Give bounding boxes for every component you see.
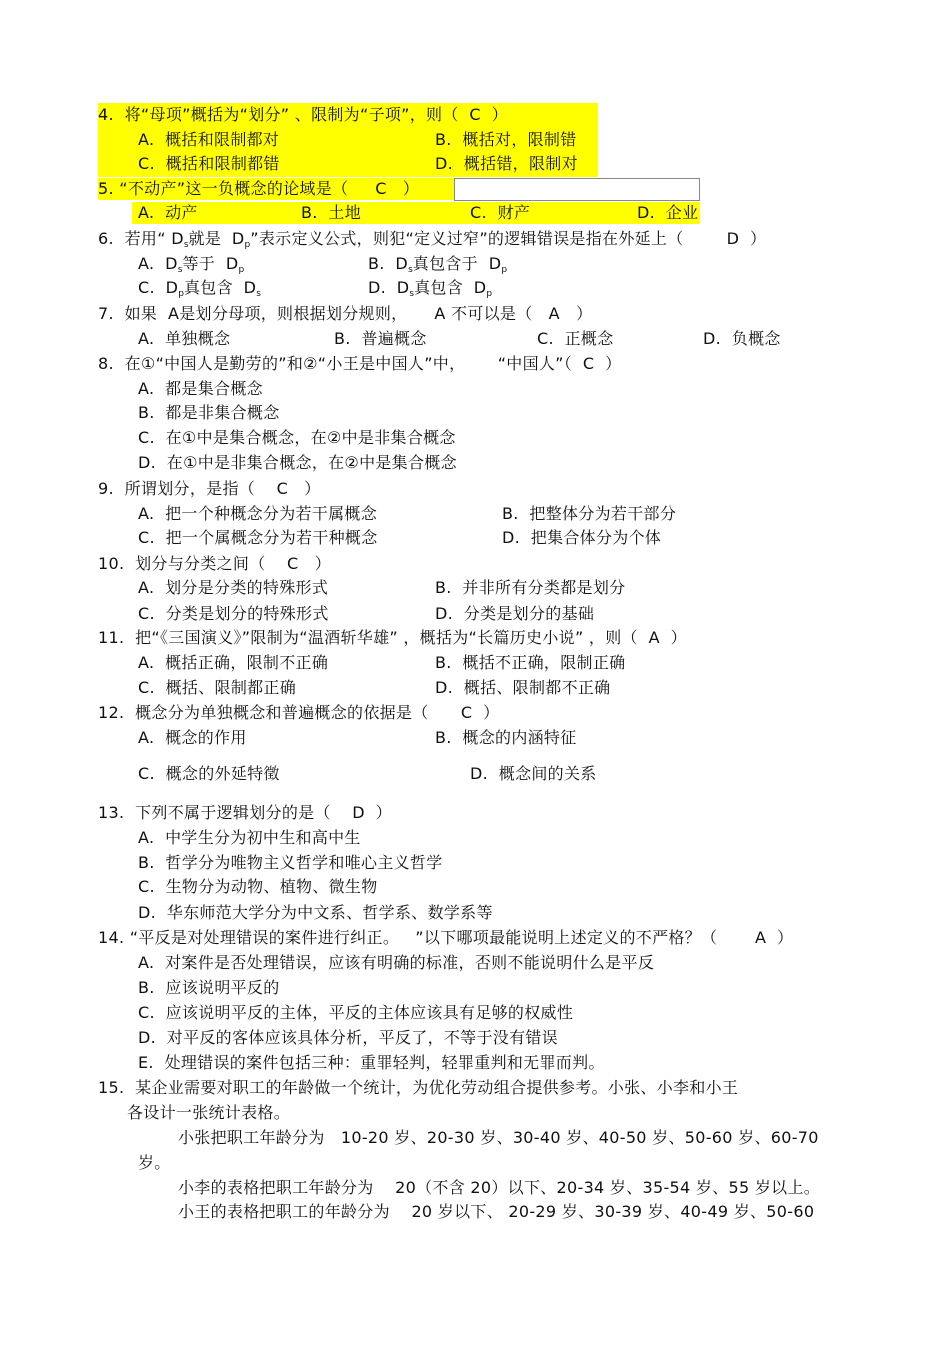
question-9-option-b: B. 把整体分为若干部分 (502, 504, 677, 523)
question-14-option-b: B. 应该说明平反的 (138, 978, 280, 997)
q6-stem-part2: 就是 D (188, 229, 245, 248)
q6d-sub1: s (409, 289, 415, 299)
question-15-li: 小李的表格把职工年龄分为 20（不含 20）以下、20-34 岁、35-54 岁、55 岁以上。 (178, 1178, 821, 1197)
q6-subscript-s: s (183, 240, 189, 250)
question-11-option-d: D. 概括、限制都不正确 (435, 678, 611, 697)
question-5-option-c: C. 财产 (470, 203, 531, 222)
q6c-sub2: s (256, 289, 261, 299)
q6-subscript-p: p (244, 240, 251, 250)
question-7-option-c: C. 正概念 (537, 329, 614, 348)
q6-stem-part1: 6. 若用“ D (98, 229, 184, 248)
question-9-option-a: A. 把一个种概念分为若干属概念 (138, 504, 378, 523)
q6b-sub1: s (408, 265, 413, 275)
question-6-stem (98, 229, 766, 249)
question-12-option-d: D. 概念间的关系 (470, 764, 597, 783)
q6c-sub1: p (178, 289, 184, 299)
q6d-sub2: p (486, 289, 493, 299)
question-8-option-b: B. 都是非集合概念 (138, 403, 280, 422)
q6a-part2: 等于 D (182, 254, 239, 273)
question-9-option-d: D. 把集合体分为个体 (502, 528, 662, 547)
question-5-option-d: D. 企业 (637, 203, 699, 222)
question-14-option-a: A. 对案件是否处理错误，应该有明确的标准，否则不能说明什么是平反 (138, 953, 655, 972)
question-12-option-b: B. 概念的内涵特征 (435, 728, 577, 747)
q6a-sub1: s (177, 265, 183, 275)
question-8-stem: 8. 在①“中国人是勤劳的”和②“小王是中国人”中， “中国人”（ C ） (98, 354, 622, 373)
question-13-stem: 13. 下列不属于逻辑划分的是（ D ） (98, 803, 392, 822)
question-8-option-a: A. 都是集合概念 (138, 379, 263, 398)
q6b-part1: B. D (368, 254, 409, 273)
question-6-option-a (138, 254, 244, 274)
question-13-option-c: C. 生物分为动物、植物、微生物 (138, 877, 378, 896)
question-11-option-a: A. 概括正确，限制不正确 (138, 653, 329, 672)
question-4-option-a: A. 概括和限制都对 (138, 130, 280, 149)
q6a-part1: A. D (138, 254, 178, 273)
question-9-option-c: C. 把一个属概念分为若干种概念 (138, 528, 378, 547)
question-10-option-d: D. 分类是划分的基础 (435, 604, 595, 623)
question-13-option-b: B. 哲学分为唯物主义哲学和唯心主义哲学 (138, 853, 443, 872)
question-15-zhang-line1: 小张把职工年龄分为 10-20 岁、20-30 岁、30-40 岁、40-50 岁、50-60 岁、60-70 (178, 1128, 819, 1147)
question-12-option-a: A. 概念的作用 (138, 728, 247, 747)
question-14-option-e: E. 处理错误的案件包括三种：重罪轻判，轻罪重判和无罪而判。 (138, 1053, 605, 1072)
question-15-zhang-line2: 岁。 (138, 1153, 171, 1172)
q6-stem-part3: ”表示定义公式，则犯“定义过窄”的逻辑错误是指在外延上（ D ） (250, 229, 767, 248)
q6b-part2: 真包含于 D (412, 254, 502, 273)
q6a-sub2: p (238, 265, 245, 275)
question-7-option-a: A. 单独概念 (138, 329, 231, 348)
question-14-option-c: C. 应该说明平反的主体，平反的主体应该具有足够的权威性 (138, 1003, 574, 1022)
question-15-wang: 小王的表格把职工的年龄分为 20 岁以下、 20-29 岁、30-39 岁、40-49 岁、50-60 (178, 1202, 815, 1221)
question-7-stem: 7. 如果 A是划分母项，则根据划分规则， A 不可以是（ A ） (98, 304, 593, 323)
q6b-sub2: p (501, 265, 508, 275)
question-4-stem: 4. 将“母项”概括为“划分” 、限制为“子项”，则（ C ） (98, 105, 508, 124)
question-9-stem: 9. 所谓划分，是指（ C ） (98, 479, 321, 498)
q6d-part2: 真包含 D (414, 278, 487, 297)
q6d-part1: D. D (368, 278, 410, 297)
question-5-stem: 5. “不动产”这一负概念的论域是（ C ） (98, 179, 420, 198)
highlight-q5-options (132, 202, 700, 224)
question-5-option-a: A. 动产 (138, 203, 198, 222)
question-8-option-d: D. 在①中是非集合概念，在②中是集合概念 (138, 453, 457, 472)
question-7-option-b: B. 普遍概念 (334, 329, 427, 348)
question-6-option-d (368, 278, 492, 298)
question-10-option-c: C. 分类是划分的特殊形式 (138, 604, 329, 623)
question-15-stem-line1: 15. 某企业需要对职工的年龄做一个统计，为优化劳动组合提供参考。小张、小李和小王 (98, 1078, 739, 1097)
question-12-stem: 12. 概念分为单独概念和普遍概念的依据是（ C ） (98, 703, 500, 722)
question-12-option-c: C. 概念的外延特徵 (138, 764, 280, 783)
question-11-stem: 11. 把“《三国演义》”限制为“温酒斩华雄” ，概括为“长篇历史小说” ，则（ A ） (98, 628, 687, 647)
question-4-option-c: C. 概括和限制都错 (138, 154, 280, 173)
question-10-option-b: B. 并非所有分类都是划分 (435, 578, 626, 597)
question-6-option-c (138, 278, 261, 298)
question-15-stem-line2: 各设计一张统计表格。 (127, 1103, 291, 1122)
question-8-option-c: C. 在①中是集合概念，在②中是非集合概念 (138, 428, 456, 447)
question-6-option-b (368, 254, 507, 274)
question-10-stem: 10. 划分与分类之间（ C ） (98, 554, 331, 573)
question-11-option-b: B. 概括不正确，限制正确 (435, 653, 626, 672)
question-4-option-b: B. 概括对，限制错 (435, 130, 577, 149)
blank-box-q5 (454, 178, 700, 201)
q6c-part2: 真包含 D (183, 278, 257, 297)
question-11-option-c: C. 概括、限制都正确 (138, 678, 297, 697)
question-10-option-a: A. 划分是分类的特殊形式 (138, 578, 329, 597)
question-14-stem: 14. “平反是对处理错误的案件进行纠正。 ”以下哪项最能说明上述定义的不严格？（ A ） (98, 928, 794, 947)
question-5-option-b: B. 土地 (301, 203, 362, 222)
question-14-option-d: D. 对平反的客体应该具体分析，平反了，不等于没有错误 (138, 1028, 558, 1047)
question-13-option-d: D. 华东师范大学分为中文系、哲学系、数学系等 (138, 903, 493, 922)
question-13-option-a: A. 中学生分为初中生和高中生 (138, 828, 361, 847)
q6c-part1: C. D (138, 278, 179, 297)
question-7-option-d: D. 负概念 (703, 329, 781, 348)
question-4-option-d: D. 概括错，限制对 (435, 154, 578, 173)
